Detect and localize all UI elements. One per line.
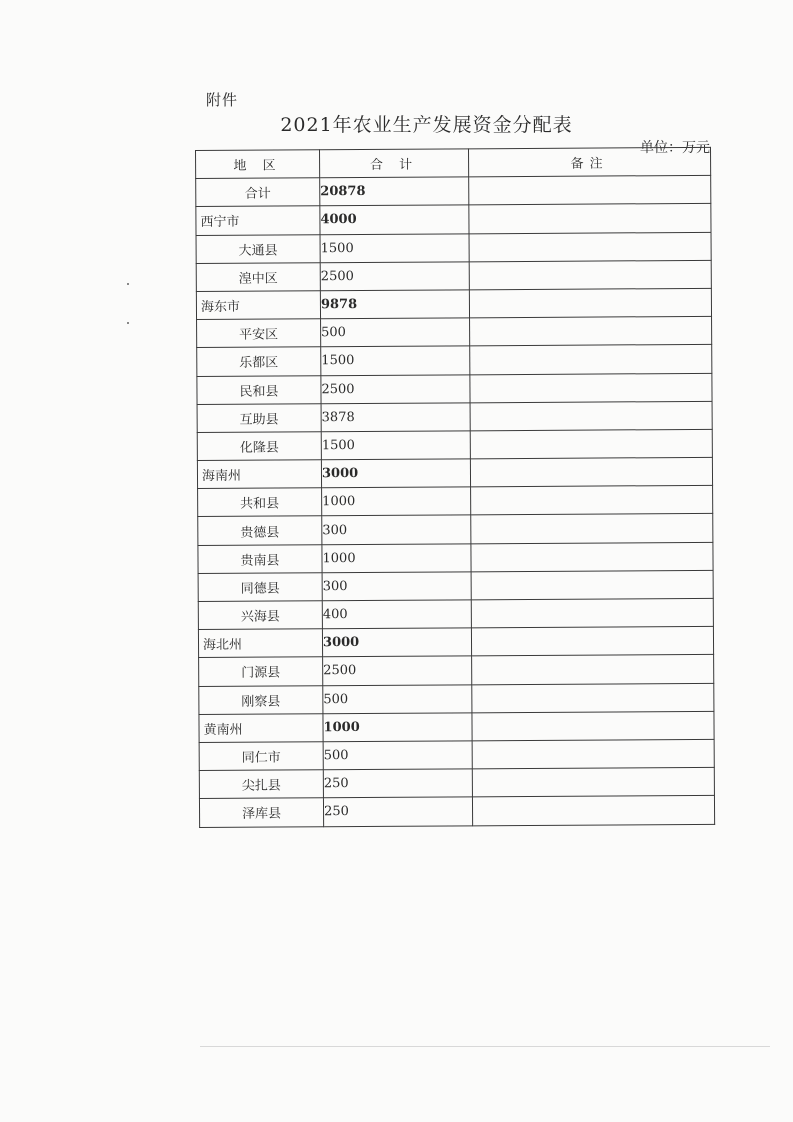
- region-cell: 贵南县: [198, 544, 322, 573]
- total-cell: 2500: [320, 262, 469, 291]
- total-cell: 1500: [321, 346, 470, 375]
- table-row: [197, 373, 712, 404]
- table-row: [198, 514, 713, 545]
- table-row: [198, 627, 713, 658]
- note-cell: [470, 429, 712, 459]
- note-cell: [471, 486, 713, 516]
- total-cell: 20878: [320, 177, 469, 206]
- note-cell: [470, 345, 712, 375]
- note-cell: [470, 316, 712, 346]
- table-row: [196, 232, 711, 263]
- total-cell: 400: [322, 600, 471, 629]
- note-cell: [472, 767, 714, 797]
- table-row: [198, 486, 713, 517]
- region-cell: 海东市: [196, 291, 320, 320]
- total-cell: 2500: [323, 656, 472, 685]
- total-cell: 300: [322, 572, 471, 601]
- region-cell: 乐都区: [197, 347, 321, 376]
- region-cell: 泽库县: [199, 798, 323, 827]
- table-row: [199, 711, 714, 742]
- table-row: [197, 345, 712, 376]
- region-cell: 平安区: [197, 319, 321, 348]
- note-cell: [472, 655, 714, 685]
- unit-label: 单位：万元: [640, 140, 710, 156]
- note-cell: [471, 542, 713, 572]
- note-cell: [470, 457, 712, 487]
- region-cell: 大通县: [196, 234, 320, 263]
- total-cell: 500: [323, 684, 472, 713]
- region-cell: 共和县: [198, 488, 322, 517]
- note-cell: [469, 232, 711, 262]
- region-cell: 尖扎县: [199, 770, 323, 799]
- total-cell: 250: [323, 769, 472, 798]
- header-total: 合 计: [320, 149, 469, 178]
- note-cell: [469, 288, 711, 318]
- table-row: [198, 598, 713, 629]
- table-row: [199, 655, 714, 686]
- table-row: [199, 683, 714, 714]
- total-cell: 1000: [322, 543, 471, 572]
- region-cell: 同德县: [198, 573, 322, 602]
- total-cell: 1000: [322, 487, 471, 516]
- note-cell: [469, 204, 711, 234]
- note-cell: [472, 796, 714, 826]
- table-row: [199, 739, 714, 770]
- region-cell: 化隆县: [197, 432, 321, 461]
- total-cell: 9878: [320, 290, 469, 319]
- table-row: [199, 796, 714, 827]
- document-title: 2021年农业生产发展资金分配表: [280, 114, 573, 136]
- total-cell: 3878: [321, 403, 470, 432]
- note-cell: [471, 514, 713, 544]
- table-row: [199, 767, 714, 798]
- note-cell: [471, 598, 713, 628]
- note-cell: [471, 627, 713, 657]
- attachment-label: 附件: [206, 91, 239, 109]
- scan-speck: [127, 322, 129, 324]
- region-cell: 同仁市: [199, 742, 323, 771]
- total-cell: 1000: [323, 713, 472, 742]
- table-row: [196, 204, 711, 235]
- total-cell: 2500: [321, 374, 470, 403]
- total-cell: 3000: [321, 459, 470, 488]
- note-cell: [472, 683, 714, 713]
- scan-speck: [127, 283, 129, 285]
- table-row: [197, 429, 712, 460]
- region-cell: 贵德县: [198, 516, 322, 545]
- total-cell: 1500: [320, 233, 469, 262]
- table-row: [197, 401, 712, 432]
- region-cell: 刚察县: [199, 685, 323, 714]
- note-cell: [470, 373, 712, 403]
- region-cell: 合计: [196, 178, 320, 207]
- note-cell: [472, 711, 714, 741]
- note-cell: [472, 739, 714, 769]
- total-cell: 250: [323, 797, 472, 826]
- note-cell: [471, 570, 713, 600]
- total-cell: 1500: [321, 431, 470, 460]
- total-cell: 4000: [320, 205, 469, 234]
- note-cell: [470, 401, 712, 431]
- table-row: [198, 542, 713, 573]
- table-body: [196, 176, 715, 827]
- total-cell: 500: [323, 741, 472, 770]
- table-header-row: [196, 147, 711, 178]
- region-cell: 门源县: [199, 657, 323, 686]
- table-row: [196, 260, 711, 291]
- region-cell: 湟中区: [196, 262, 320, 291]
- note-cell: [469, 176, 711, 206]
- region-cell: 民和县: [197, 375, 321, 404]
- total-cell: 3000: [322, 628, 471, 657]
- note-cell: [469, 260, 711, 290]
- header-region: 地 区: [196, 150, 320, 179]
- header-note: 备注: [468, 147, 710, 177]
- region-cell: 海南州: [197, 460, 321, 489]
- table-row: [197, 316, 712, 347]
- table-row: [197, 457, 712, 488]
- region-cell: 兴海县: [198, 601, 322, 630]
- region-cell: 黄南州: [199, 713, 323, 742]
- region-cell: 西宁市: [196, 206, 320, 235]
- total-cell: 300: [322, 515, 471, 544]
- allocation-table: [195, 147, 715, 828]
- region-cell: 海北州: [198, 629, 322, 658]
- total-cell: 500: [321, 318, 470, 347]
- table-row: [196, 176, 711, 207]
- table-row: [196, 288, 711, 319]
- scan-line: [200, 1046, 770, 1047]
- region-cell: 互助县: [197, 403, 321, 432]
- table-row: [198, 570, 713, 601]
